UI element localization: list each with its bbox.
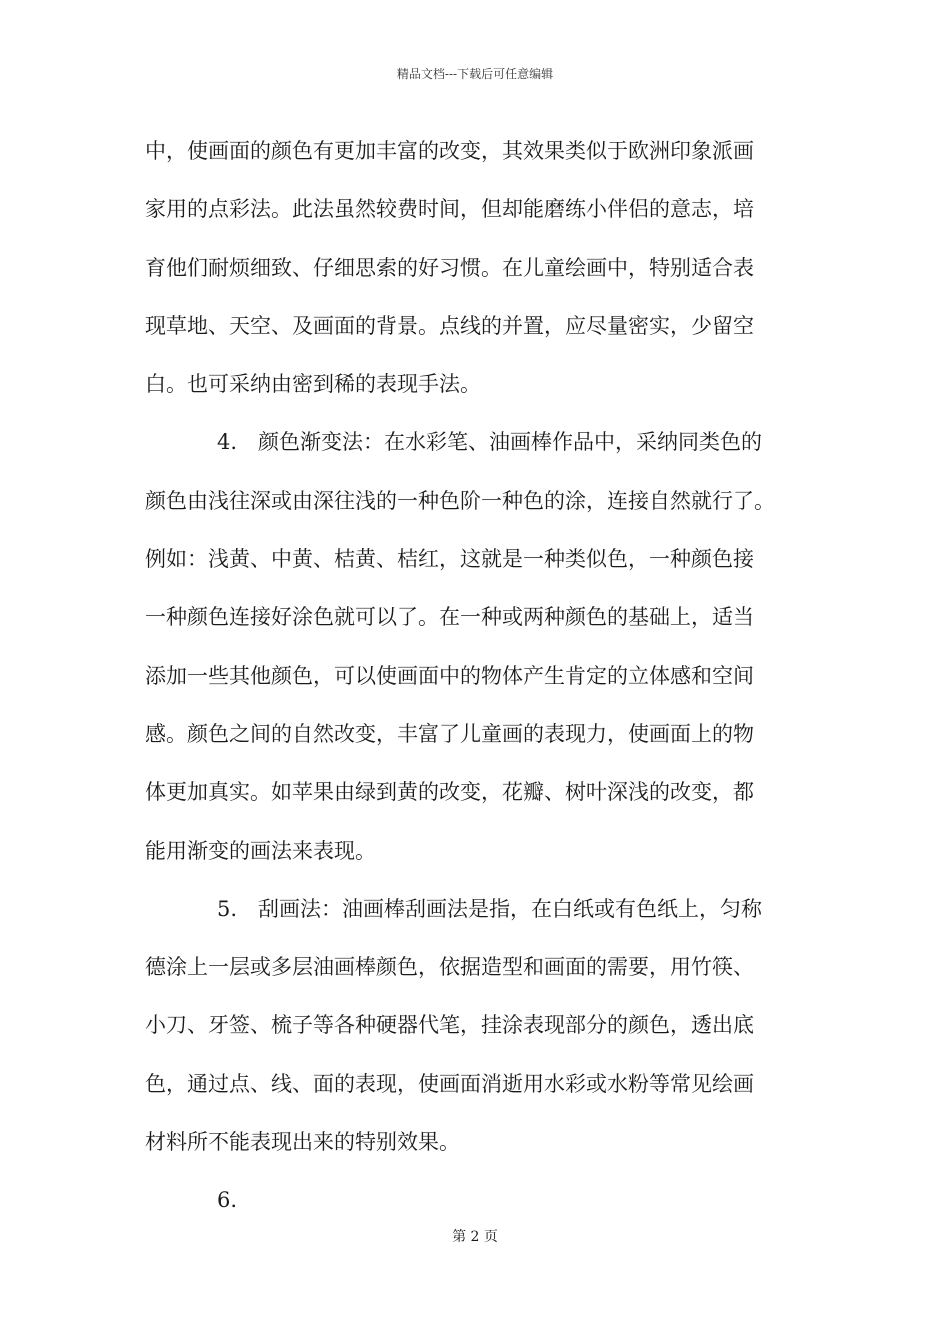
body-line: 添加一些其他颜色，可以使画面中的物体产生肯定的立体感和空间	[145, 663, 754, 688]
body-line: 感。颜色之间的自然改变，丰富了儿童画的表现力，使画面上的物	[145, 721, 754, 746]
body-line: 材料所不能表现出来的特别效果。	[145, 1130, 460, 1155]
body-line: 能用渐变的画法来表现。	[145, 838, 376, 863]
page-number: 第 2 页	[452, 1229, 498, 1245]
body-line: 现草地、天空、及画面的背景。点线的并置，应尽量密实，少留空	[145, 313, 754, 338]
body-line: 体更加真实。如苹果由绿到黄的改变，花瓣、树叶深浅的改变，都	[145, 780, 754, 805]
body-line: 色，通过点、线、面的表现，使画面消逝用水彩或水粉等常见绘画	[145, 1071, 754, 1096]
section-4-heading-line: 4. 颜色渐变法：在水彩笔、油画棒作品中，采纳同类色的	[217, 430, 763, 455]
body-line: 中，使画面的颜色有更加丰富的改变，其效果类似于欧洲印象派画	[145, 139, 754, 163]
document-body	[145, 128, 825, 1236]
body-line: 育他们耐烦细致、仔细思索的好习惯。在儿童绘画中，特别适合表	[145, 255, 754, 280]
page-header: 精品文档---下载后可任意编辑	[396, 67, 554, 81]
body-line: 小刀、牙签、梳子等各种硬器代笔，挂涂表现部分的颜色，透出底	[145, 1013, 754, 1038]
section-6-heading-line: 6.	[217, 1188, 238, 1213]
body-line: 例如：浅黄、中黄、桔黄、桔红，这就是一种类似色，一种颜色接	[145, 547, 754, 572]
body-line: 白。也可采纳由密到稀的表现手法。	[145, 372, 481, 397]
body-line: 颜色由浅往深或由深往浅的一种色阶一种色的涂，连接自然就行了。	[145, 488, 775, 513]
section-5-heading-line: 5. 刮画法：油画棒刮画法是指，在白纸或有色纸上，匀称	[217, 896, 763, 921]
body-line: 一种颜色连接好涂色就可以了。在一种或两种颜色的基础上，适当	[145, 605, 754, 630]
body-line: 家用的点彩法。此法虽然较费时间，但却能磨练小伴侣的意志，培	[145, 197, 754, 222]
body-line: 德涂上一层或多层油画棒颜色，依据造型和画面的需要，用竹筷、	[145, 955, 754, 980]
